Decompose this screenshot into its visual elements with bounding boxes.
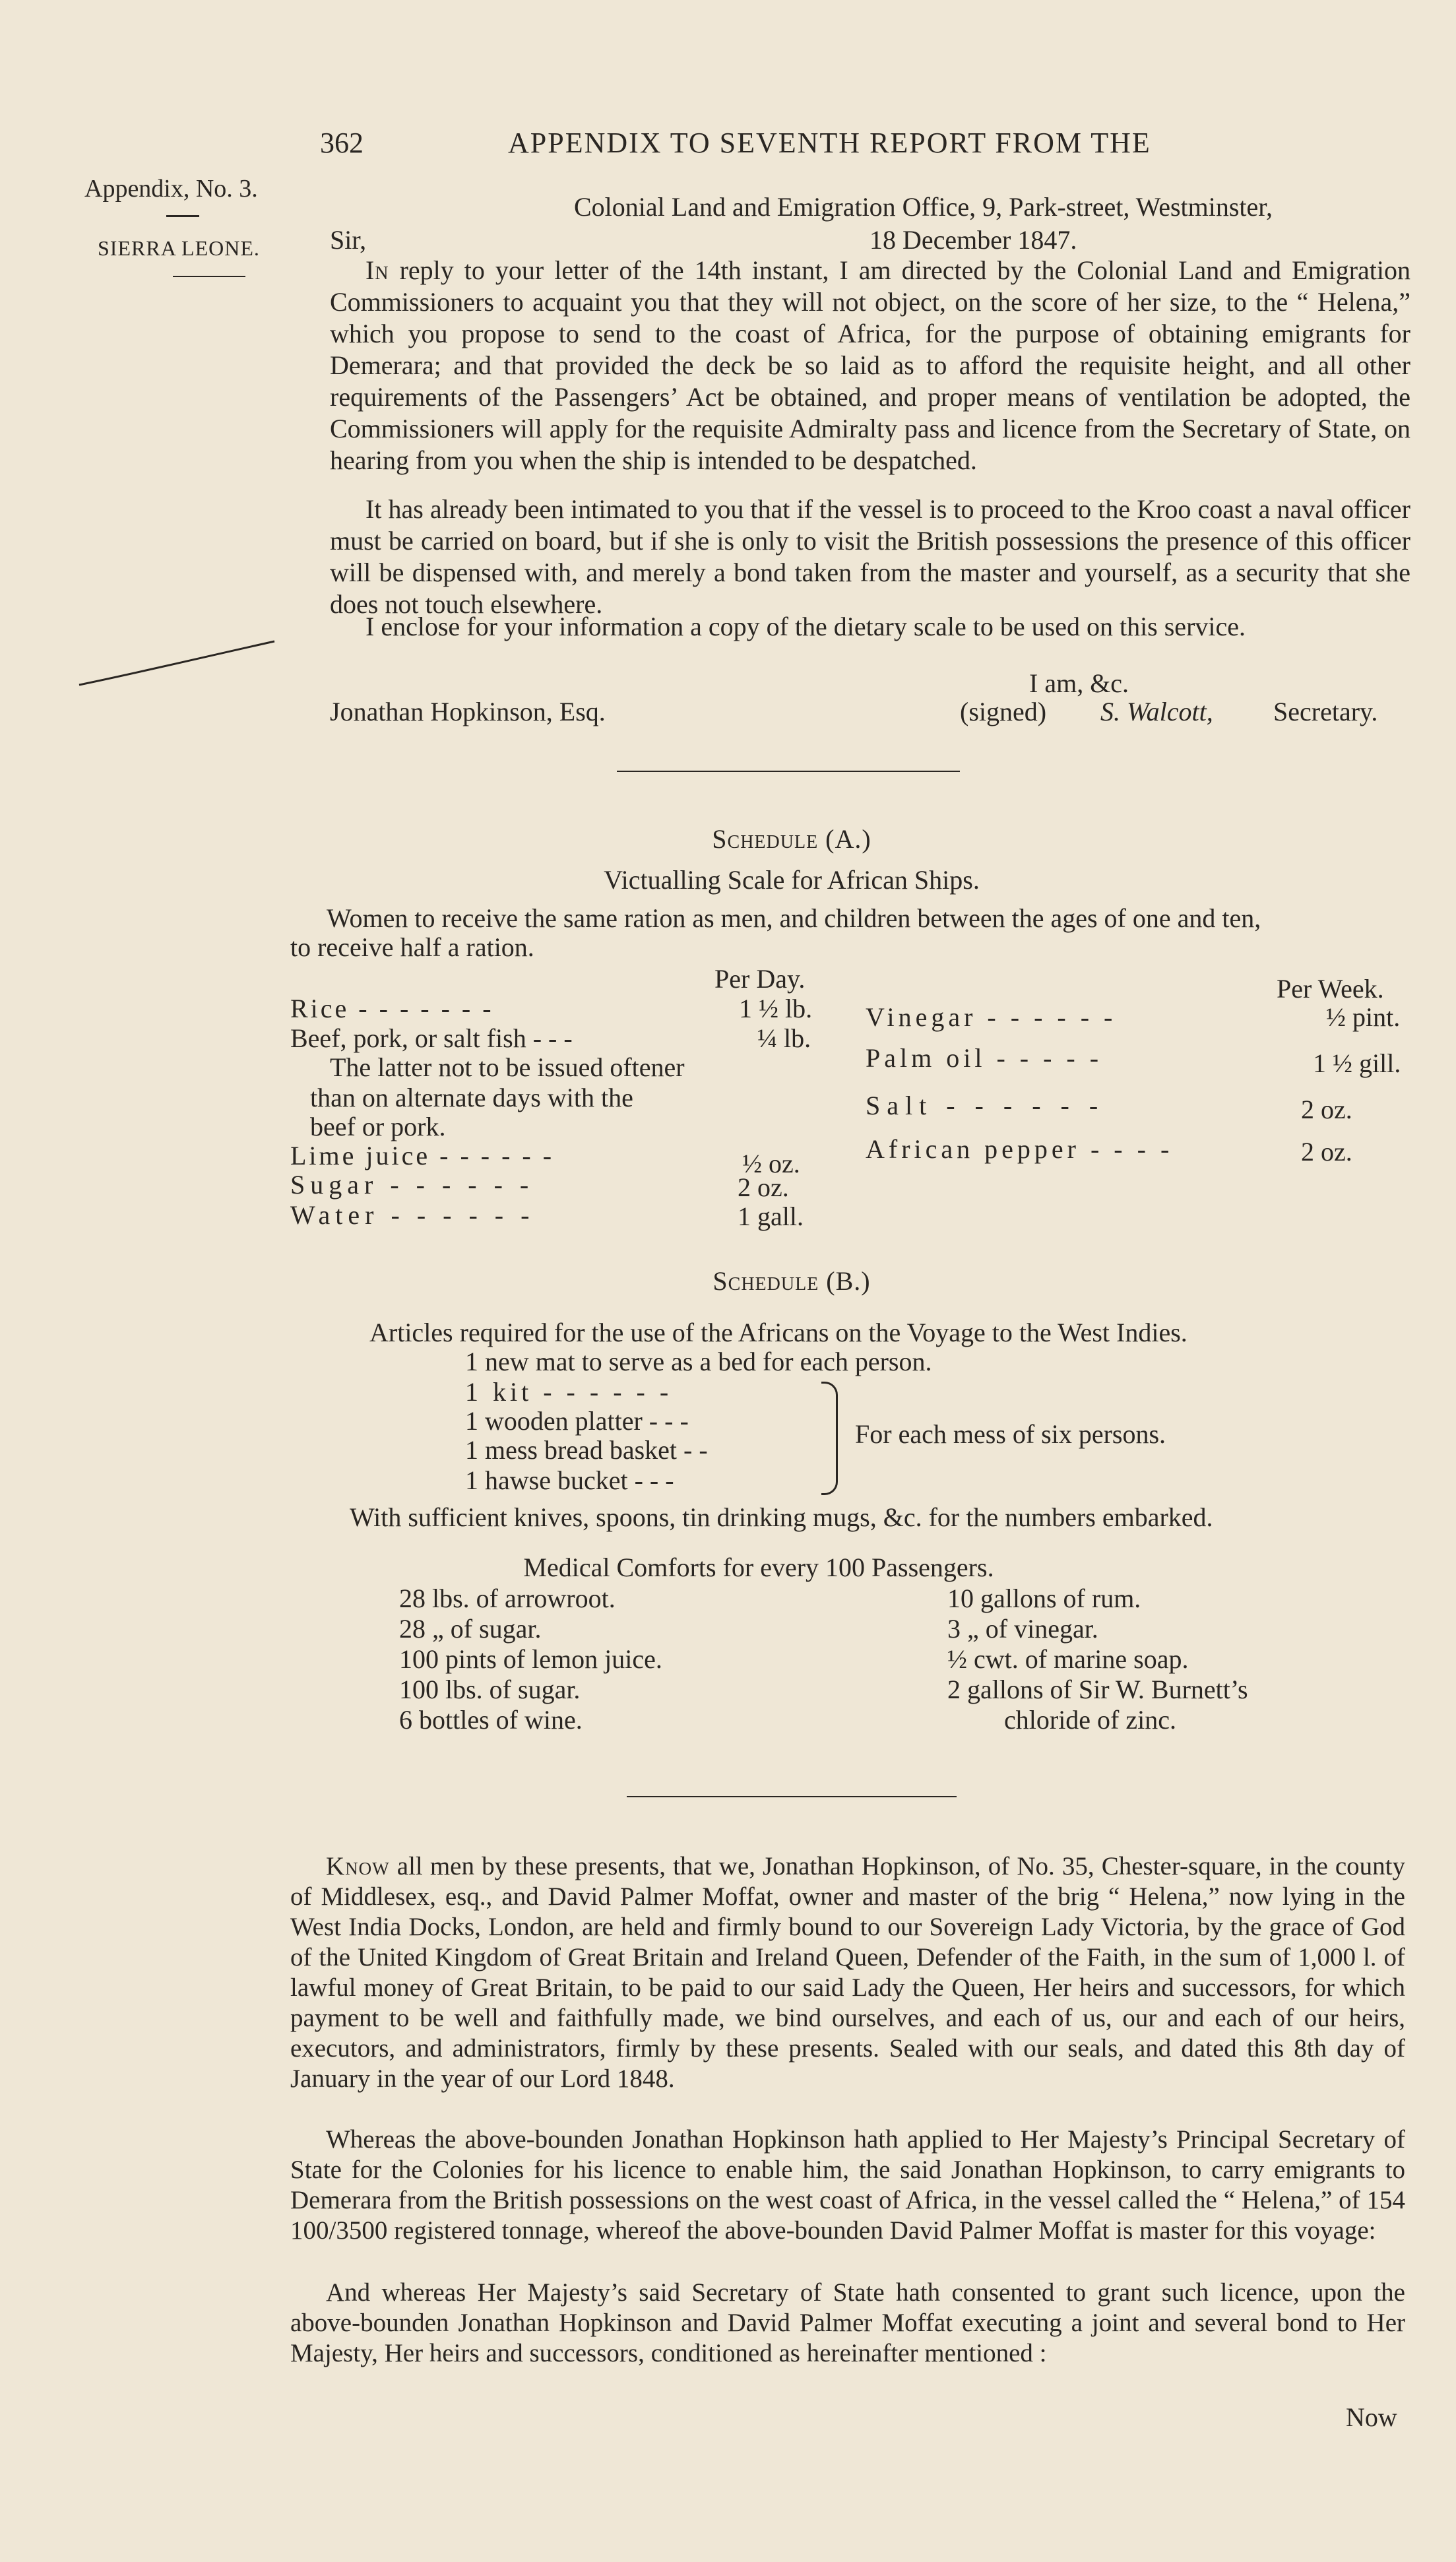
schedule-a-heading: Schedule (A.) bbox=[712, 824, 871, 854]
letter-addressee: Jonathan Hopkinson, Esq. bbox=[330, 697, 606, 726]
section-divider-2 bbox=[627, 1796, 957, 1797]
ration-beef-amount: ¼ lb. bbox=[757, 1023, 811, 1053]
letter-paragraph-1 bbox=[330, 255, 1410, 476]
ration-sugar-amount: 2 oz. bbox=[738, 1172, 789, 1202]
ration-african-pepper-amount: 2 oz. bbox=[1301, 1137, 1352, 1167]
letter-paragraph-3-text: I enclose for your information a copy of the dietary scale to be used on this service. bbox=[365, 612, 1246, 641]
ration-palm-oil: Palm oil - - - - - bbox=[866, 1043, 1103, 1073]
medical-heading: Medical Comforts for every 100 Passengers. bbox=[523, 1553, 994, 1582]
ration-water-amount: 1 gall. bbox=[738, 1201, 804, 1231]
ration-beef-note-2: than on alternate days with the bbox=[310, 1083, 633, 1112]
schedule-b-footer: With sufficient knives, spoons, tin drinking mugs, &c. for the numbers embarked. bbox=[350, 1502, 1213, 1532]
medical-left-item: 100 lbs. of sugar. bbox=[399, 1675, 581, 1704]
per-week-label: Per Week. bbox=[1277, 974, 1384, 1004]
letter-salutation: Sir, bbox=[330, 225, 367, 255]
medical-left-item: 28 lbs. of arrowroot. bbox=[399, 1584, 616, 1613]
ration-salt-amount: 2 oz. bbox=[1301, 1095, 1352, 1124]
medical-right-list bbox=[947, 1584, 1248, 1735]
letter-paragraph-3 bbox=[330, 611, 1410, 643]
bond-paragraph-2-text: Whereas the above-bounden Jonathan Hopkinson hath applied to Her Majesty’s Principal Secretary of State for the Colonies for his licence to enable him, the said Jonathan Hopkinson, to carry emigrants to Demerara from the British possessions on the west coast of Africa, in the vessel called the “ Helena,” of 154 100/3500 registered tonnage, whereof the above-bounden David Palmer Moffat is master for this voyage: bbox=[290, 2125, 1405, 2245]
schedule-b-brace-note: For each mess of six persons. bbox=[855, 1419, 1166, 1449]
bond-paragraph-1 bbox=[290, 1851, 1405, 2094]
ration-lime-juice: Lime juice - - - - - - bbox=[290, 1141, 555, 1170]
ration-vinegar: Vinegar - - - - - - bbox=[866, 1002, 1117, 1032]
ration-rice-amount: 1 ½ lb. bbox=[739, 994, 813, 1023]
ration-salt: Salt - - - - - - bbox=[866, 1091, 1105, 1120]
ration-beef: Beef, pork, or salt fish - - - bbox=[290, 1023, 573, 1053]
bond-paragraph-1-text: all men by these presents, that we, Jonathan Hopkinson, of No. 35, Chester-square, in the county of Middlesex, esq., and David Palmer Moffat, owner and master of the brig “ Helena,” now lying in the West India Docks, London, are held and firmly bound to our Sovereign Lady Victoria, by the grace of God of the United Kingdom of Great Britain and Ireland Queen, Defender of the Faith, in the sum of 1,000 l. of lawful money of Great Britain, to be paid to our said Lady the Queen, Her heirs and successors, for which payment to be well and faithfully made, we bind ourselves, and each of us, our and each of our heirs, executors, and administrators, firmly by these presents. Sealed with our seals, and dated this 8th day of January in the year of our Lord 1848. bbox=[290, 1852, 1405, 2093]
bond-paragraph-2 bbox=[290, 2125, 1405, 2246]
schedule-b-item-platter: 1 wooden platter - - - bbox=[465, 1406, 689, 1436]
ration-water: Water - - - - - - bbox=[290, 1200, 535, 1230]
medical-left-list bbox=[399, 1584, 662, 1735]
schedule-b-item-basket: 1 mess bread basket - - bbox=[465, 1435, 708, 1465]
letter-date: 18 December 1847. bbox=[870, 225, 1077, 255]
medical-right-item: 2 gallons of Sir W. Burnett’s bbox=[947, 1675, 1248, 1704]
medical-left-item: 28 „ of sugar. bbox=[399, 1614, 542, 1644]
ration-palm-oil-amount: 1 ½ gill. bbox=[1313, 1048, 1401, 1078]
margin-pen-stroke bbox=[78, 639, 276, 691]
catchword: Now bbox=[1346, 2402, 1397, 2432]
medical-left-item: 6 bottles of wine. bbox=[399, 1705, 583, 1735]
schedule-b-item-kit: 1 kit - - - - - - bbox=[465, 1377, 673, 1407]
margin-region: SIERRA LEONE. bbox=[98, 236, 260, 260]
medical-right-item: 10 gallons of rum. bbox=[947, 1584, 1141, 1613]
bond-paragraph-3 bbox=[290, 2278, 1405, 2369]
schedule-b-brace bbox=[821, 1382, 838, 1495]
letter-paragraph-2 bbox=[330, 494, 1410, 620]
per-day-label: Per Day. bbox=[714, 964, 806, 994]
running-title: APPENDIX TO SEVENTH REPORT FROM THE bbox=[508, 127, 1151, 159]
ration-vinegar-amount: ½ pint. bbox=[1326, 1002, 1401, 1032]
margin-region-rule bbox=[173, 276, 245, 277]
ration-beef-note-1: The latter not to be issued oftener bbox=[330, 1052, 685, 1082]
letter-signed: (signed) bbox=[960, 697, 1047, 726]
letter-closing: I am, &c. bbox=[1029, 668, 1129, 698]
ration-sugar: Sugar - - - - - - bbox=[290, 1170, 534, 1200]
letter-paragraph-1-text: reply to your letter of the 14th instant, I am directed by the Colonial Land and Emigration Commissioners to acquaint you that they will not object, on the score of her size, to the “ Helena,” which you propose to send to the coast of Africa, for the purpose of obtaining emigrants for Demerara; and that provided the deck be so laid as to afford the requisite height, and all other requirements of the Passengers’ Act be obtained, and proper means of ventilation be adopted, the Commissioners will apply for the requisite Admiralty pass and licence from the Secretary of State, on hearing from you when the ship is intended to be despatched. bbox=[330, 255, 1410, 475]
schedule-a-subheading: Victualling Scale for African Ships. bbox=[604, 865, 980, 895]
medical-right-item: 3 „ of vinegar. bbox=[947, 1614, 1098, 1644]
page-number: 362 bbox=[320, 127, 364, 159]
medical-left-item: 100 pints of lemon juice. bbox=[399, 1644, 662, 1674]
ration-african-pepper: African pepper - - - - bbox=[866, 1134, 1174, 1164]
schedule-a-intro-1: Women to receive the same ration as men, and children between the ages of one and ten, bbox=[327, 903, 1261, 933]
bond-paragraph-3-text: And whereas Her Majesty’s said Secretary of State hath consented to grant such licence, upon the above-bounden Jonathan Hopkinson and David Palmer Moffat executing a joint and several bond to Her Majesty, Her heirs and successors, conditioned as hereinafter mentioned : bbox=[290, 2278, 1405, 2367]
schedule-b-heading: Schedule (B.) bbox=[712, 1266, 871, 1296]
margin-short-rule bbox=[166, 215, 199, 217]
letter-paragraph-2-text: It has already been intimated to you that if the vessel is to proceed to the Kroo coast a naval officer must be carried on board, but if she is only to visit the British possessions the presence of this officer will be dispensed with, and merely a bond taken from the master and yourself, as a security that she does not touch elsewhere. bbox=[330, 494, 1410, 619]
ration-beef-note-3: beef or pork. bbox=[310, 1112, 446, 1141]
schedule-b-item-mat: 1 new mat to serve as a bed for each person. bbox=[465, 1347, 932, 1376]
letter-lead-word: In bbox=[365, 255, 389, 285]
letter-signer-title: Secretary. bbox=[1273, 697, 1378, 726]
section-divider-1 bbox=[617, 771, 960, 772]
ration-rice: Rice - - - - - - - bbox=[290, 994, 494, 1023]
schedule-b-item-bucket: 1 hawse bucket - - - bbox=[465, 1465, 674, 1495]
medical-right-item: chloride of zinc. bbox=[1004, 1705, 1176, 1735]
schedule-b-subheading: Articles required for the use of the Africans on the Voyage to the West Indies. bbox=[369, 1318, 1187, 1347]
schedule-a-intro-2: to receive half a ration. bbox=[290, 932, 534, 962]
letter-signer: S. Walcott, bbox=[1100, 697, 1213, 726]
ration-lime-juice-amount: ½ oz. bbox=[742, 1149, 800, 1178]
bond-lead-word: Know bbox=[326, 1852, 390, 1880]
letter-address: Colonial Land and Emigration Office, 9, Park-street, Westminster, bbox=[574, 192, 1273, 222]
medical-right-item: ½ cwt. of marine soap. bbox=[947, 1644, 1189, 1674]
margin-appendix: Appendix, No. 3. bbox=[84, 175, 258, 203]
